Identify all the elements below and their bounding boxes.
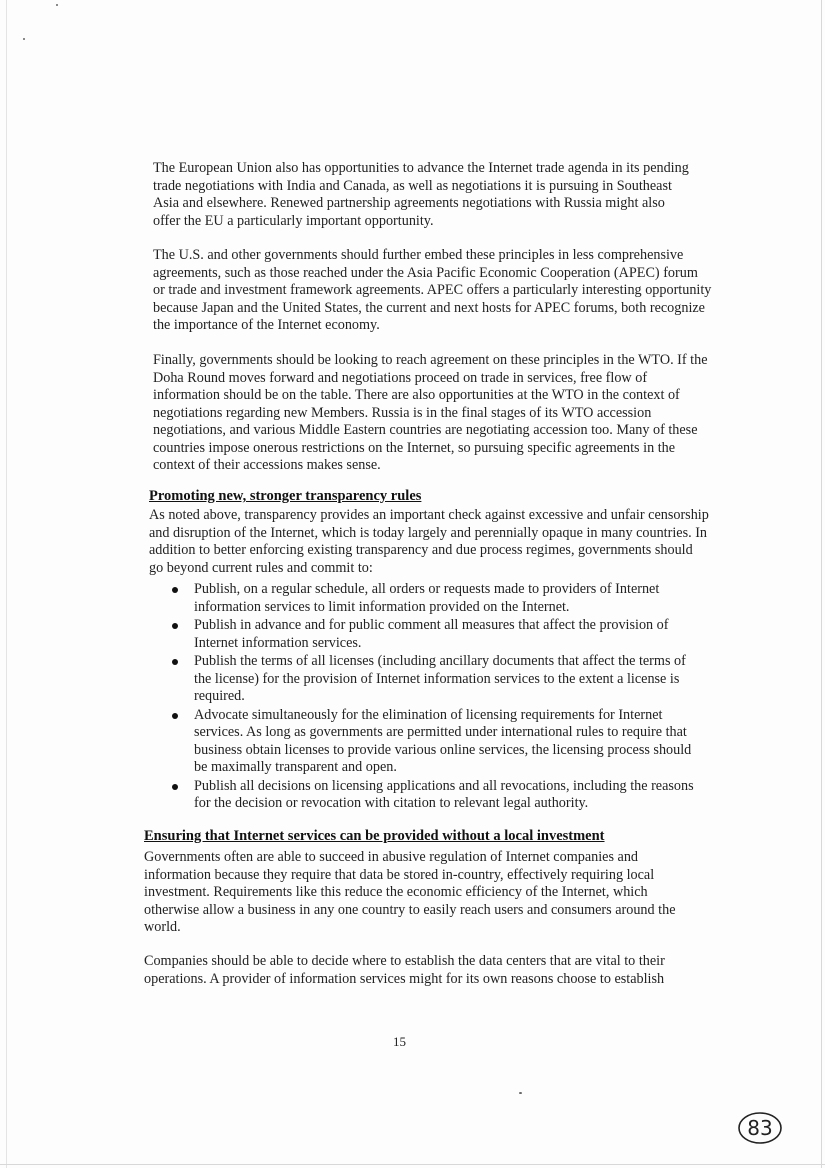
paragraph-eu-opportunities: The European Union also has opportunities to advance the Internet trade agenda in its pending trade negotiations with India and Canada, as well as negotiations it is pursuing in Southeast Asia and elsewhere. Renewed partnership agreements negotiations with Russia might also offer the EU a particularly important opportunity.: [153, 160, 689, 229]
list-item-text: Advocate simultaneously for the elimination of licensing requirements for Internet services. As long as governments are permitted under international rules to require that business obtain licenses to provide various online services, the licensing process should be maximally transparent and open.: [194, 706, 692, 775]
stamp-number: 83: [747, 1116, 773, 1140]
list-item: [174, 617, 704, 652]
page-right-edge: [821, 0, 822, 1168]
list-item-text: Publish, on a regular schedule, all orders or requests made to providers of Internet information services to limit information provided on the Internet.: [194, 581, 660, 615]
list-item: [174, 778, 704, 813]
bullet-icon: [172, 784, 178, 790]
bullet-icon: [172, 623, 178, 629]
section-heading-transparency: Promoting new, stronger transparency rules: [149, 488, 422, 504]
page-bottom-edge: [0, 1164, 825, 1165]
list-item-text: Publish in advance and for public comment all measures that affect the provision of Internet information services.: [194, 617, 669, 651]
paragraph-wto: Finally, governments should be looking to reach agreement on these principles in the WTO. If the Doha Round moves forward and negotiations proceed on trade in services, free flow of information should be on the table. There are also opportunities at the WTO in the context of negotiations regarding new Members. Russia is in the final stages of its WTO accession negotiations, and various Middle Eastern countries are negotiating accession too. Many of these countries impose onerous restrictions on the Internet, so pursuing specific agreements in the context of their accessions makes sense.: [153, 352, 708, 473]
paragraph-data-centers: Companies should be able to decide where to establish the data centers that are vital to their operations. A provider of information services might for its own reasons choose to establish: [144, 953, 665, 987]
paragraph-apec: The U.S. and other governments should further embed these principles in less comprehensive agreements, such as those reached under the Asia Pacific Economic Cooperation (APEC) forum or trade and investment framework agreements. APEC offers a particularly interesting opportunity because Japan and the United States, the current and next hosts for APEC forums, both recognize the importance of the Internet economy.: [153, 247, 712, 333]
paragraph-transparency-intro: As noted above, transparency provides an important check against excessive and unfair censorship and disruption of the Internet, which is today largely and perennially opaque in many countries. In addition to better enforcing existing transparency and due process regimes, governments should go beyond current rules and commit to:: [149, 507, 709, 576]
page-number: 15: [393, 1034, 406, 1049]
section-heading-local-investment: Ensuring that Internet services can be provided without a local investment: [144, 828, 605, 844]
bullet-icon: [172, 713, 178, 719]
page-left-edge: [6, 0, 7, 1168]
list-item-text: Publish the terms of all licenses (including ancillary documents that affect the terms of the license) for the provision of Internet information services to the extent a license is required.: [194, 653, 686, 704]
transparency-commitments-list: [174, 581, 704, 814]
scan-speck: [519, 1092, 522, 1094]
list-item: [174, 581, 704, 616]
scan-speck: [56, 4, 58, 6]
list-item: [174, 653, 704, 706]
bullet-icon: [172, 659, 178, 665]
bullet-icon: [172, 587, 178, 593]
paragraph-data-localization: Governments often are able to succeed in abusive regulation of Internet companies and information because they require that data be stored in-country, effectively requiring local investment. Requirements like this reduce the economic efficiency of the Internet, which otherwise allow a business in any one country to easily reach users and consumers around the world.: [144, 849, 676, 935]
handwritten-page-stamp: [737, 1110, 783, 1146]
list-item-text: Publish all decisions on licensing applications and all revocations, including the reasons for the decision or revocation with citation to relevant legal authority.: [194, 777, 694, 811]
list-item: [174, 707, 704, 777]
scan-speck: [23, 38, 25, 40]
